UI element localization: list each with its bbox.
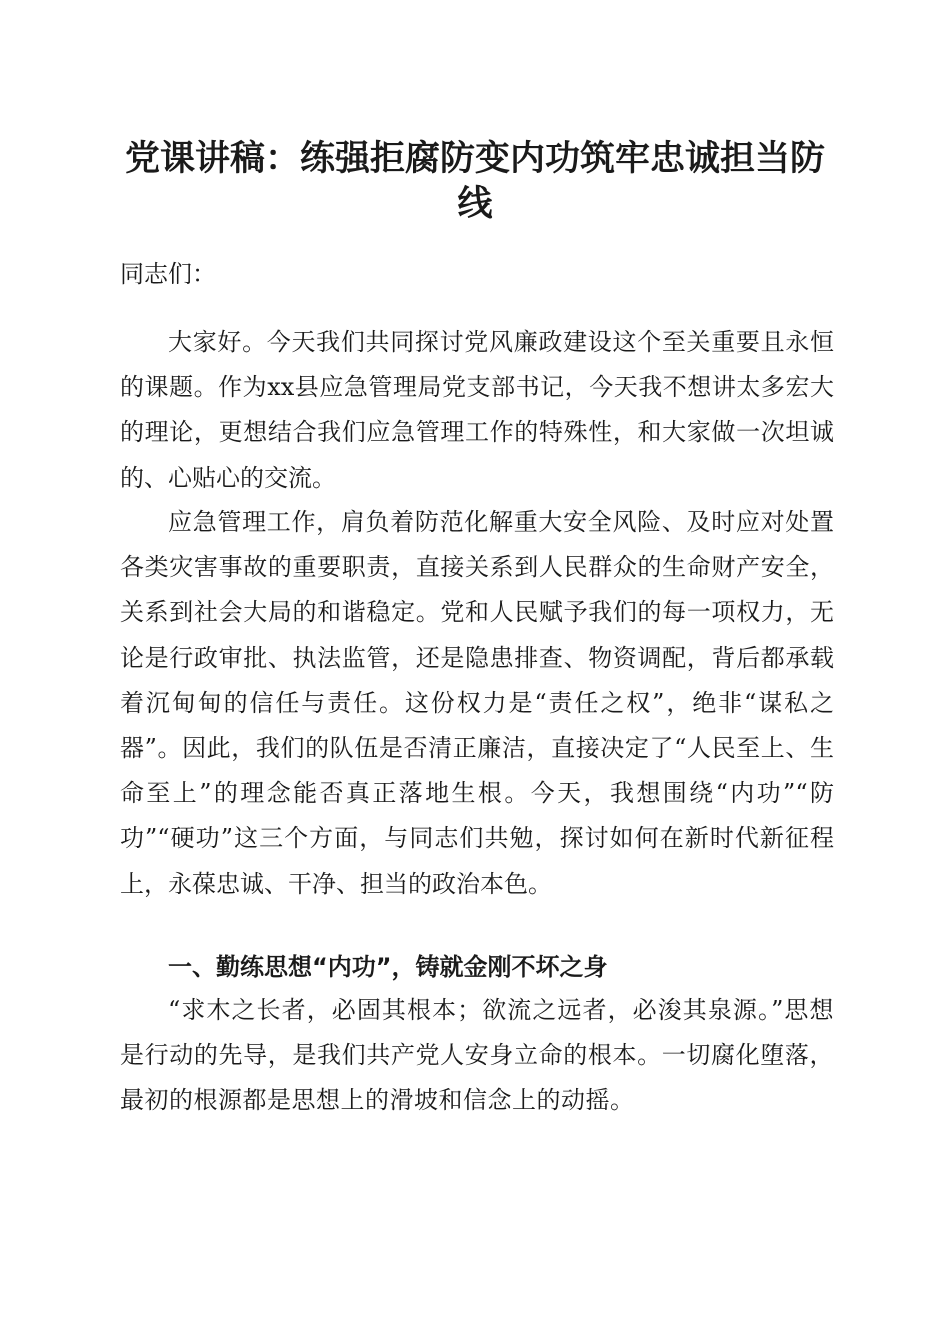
section-paragraph: “求木之长者，必固其根本；欲流之远者，必浚其泉源。”思想是行动的先导，是我们共产党人安身立命的根本。一切腐化堕落，最初的根源都是思想上的滑坡和信念上的动摇。 xyxy=(120,996,834,1115)
greeting: 同志们： xyxy=(120,260,216,288)
paragraph-opening: 大家好。今天我们共同探讨党风廉政建设这个至关重要且永恒的课题。作为xx县应急管理局党支部书记，今天我不想讲太多宏大的理论，更想结合我们应急管理工作的特殊性，和大家做一次坦诚的、心贴心的交流。 xyxy=(120,328,834,492)
section-heading: 一、勤练思想“内功”，铸就金刚不坏之身 xyxy=(168,953,608,981)
document-title: 党课讲稿：练强拒腐防变内功筑牢忠诚担当防线 xyxy=(124,138,825,224)
paragraph-context: 应急管理工作，肩负着防范化解重大安全风险、及时应对处置各类灾害事故的重要职责，直接关系到人民群众的生命财产安全，关系到社会大局的和谐稳定。党和人民赋予我们的每一项权力，无论是行政审批、执法监管，还是隐患排查、物资调配，背后都承载着沉甸甸的信任与责任。这份权力是“责任之权”，绝非“谋私之器”。因此，我们的队伍是否清正廉洁，直接决定了“人民至上、生命至上”的理念能否真正落地生根。今天，我想围绕“内功”“防功”“硬功”这三个方面，与同志们共勉，探讨如何在新时代新征程上，永葆忠诚、干净、担当的政治本色。 xyxy=(120,508,834,898)
